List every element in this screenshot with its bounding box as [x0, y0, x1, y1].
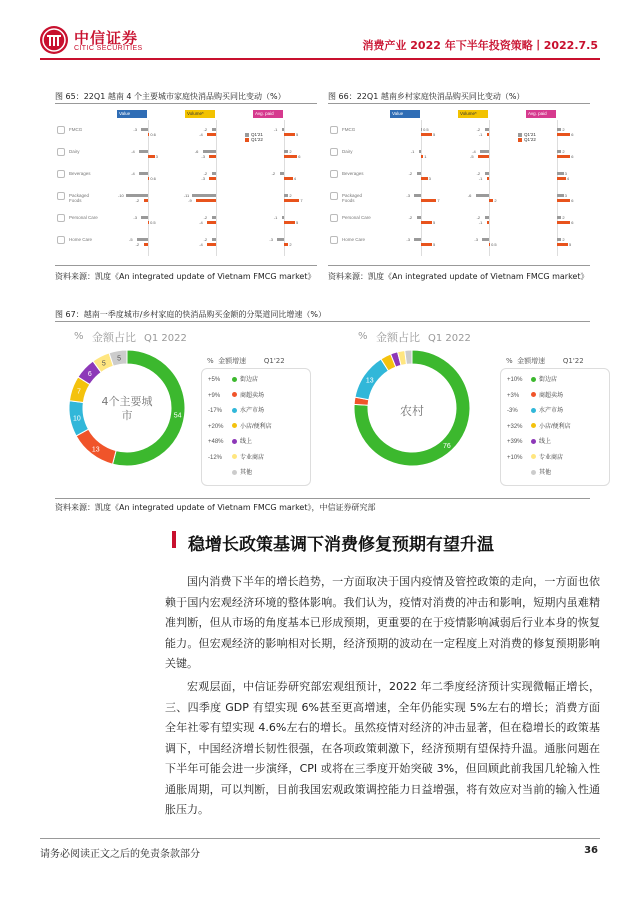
channel-growth: +48% [208, 439, 224, 445]
footer-divider [40, 838, 600, 839]
channel-name: 商超卖场 [539, 392, 564, 399]
channel-dot [531, 454, 536, 459]
donut-slice-label: 76 [443, 443, 451, 451]
fig65-bar-chart [55, 106, 317, 262]
donut-slice-label: 54 [173, 412, 182, 420]
fig66-bottom-rule [328, 265, 590, 266]
bar-mark [421, 133, 432, 136]
bar-value-label: -4 [199, 132, 203, 137]
bar-value-label: 0.6 [150, 132, 156, 137]
bar-value-label: -4 [131, 171, 135, 176]
channel-name: 线上 [539, 439, 552, 445]
brand-name-cn: 中信证券 [74, 29, 139, 47]
bar-value-label: -1 [478, 132, 483, 137]
bar-value-label: -3 [133, 127, 137, 132]
bar-mark [557, 172, 564, 175]
bar-mark [557, 238, 561, 241]
bar-value-label: -1 [273, 215, 278, 220]
page-number: 36 [584, 845, 598, 856]
channel-growth: -3% [507, 408, 518, 414]
channel-legend-row [208, 375, 258, 385]
channel-legend-row [507, 406, 563, 416]
category-label: Beverages [342, 171, 364, 176]
bar-mark [209, 177, 216, 180]
bar-value-label: 5 [296, 132, 299, 137]
channel-growth: -17% [208, 408, 223, 414]
category-icon [330, 236, 338, 244]
bar-mark [139, 150, 148, 153]
panel-column-header: Volume* [458, 110, 488, 118]
channel-name: 其他 [539, 470, 552, 476]
page-header [0, 0, 640, 64]
donut-slice-label: 13 [365, 377, 374, 385]
channel-dot [531, 377, 536, 382]
left-donut-center-label: 4个主要城市 [101, 395, 153, 422]
category-icon [330, 170, 338, 178]
bar-mark [557, 194, 564, 197]
fig65-source: 资料来源：凯度《An integrated update of Vietnam FMCG market》 [55, 272, 316, 281]
category-label: Beverages [69, 171, 91, 176]
bar-value-label: 0.6 [150, 176, 156, 181]
channel-dot [232, 377, 237, 382]
bar-value-label: 3 [428, 176, 431, 181]
fig66-caption: 图 66：22Q1 越南乡村家庭快消品购买同比变动（%） [328, 92, 525, 101]
bar-mark [414, 194, 421, 197]
bar-mark [284, 199, 299, 202]
bar-mark [280, 172, 284, 175]
right-legend-head: % 金额增速 Q1'22 [506, 357, 584, 365]
bar-mark [282, 216, 284, 219]
category-icon [57, 236, 65, 244]
legend-q22: Q1'22 [518, 137, 536, 142]
panel-column-header: Value [117, 110, 147, 118]
channel-legend-row [208, 422, 272, 432]
legend-q22: Q1'22 [245, 137, 263, 142]
bar-mark [209, 155, 216, 158]
channel-legend-row [507, 468, 551, 478]
bar-value-label: 2 [562, 149, 565, 154]
bar-value-label: 2 [289, 242, 292, 247]
bar-mark [417, 216, 421, 219]
bar-value-label: -3 [406, 193, 410, 198]
bar-value-label: 0.5 [423, 127, 429, 132]
channel-dot [531, 439, 536, 444]
bar-value-label: 2 [289, 149, 292, 154]
donut-slice-label: 5 [117, 355, 121, 363]
bar-value-label: -4 [199, 242, 203, 247]
category-icon [57, 170, 65, 178]
channel-growth: +9% [208, 392, 221, 399]
bar-mark [421, 221, 432, 224]
bar-value-label: -2 [408, 171, 413, 176]
bar-mark [557, 177, 566, 180]
donut-slice-label: 5 [101, 360, 106, 368]
category-icon [330, 126, 338, 134]
bar-value-label: 1 [424, 154, 427, 159]
right-donut-title: 金额占比 Q1 2022 [376, 331, 471, 344]
bar-value-label: -4 [472, 149, 476, 154]
bar-value-label: 2 [494, 198, 497, 203]
channel-legend-row [208, 468, 252, 478]
category-label: Home Care [342, 237, 366, 242]
bar-value-label: 0.5 [150, 220, 156, 225]
bar-mark [557, 128, 561, 131]
channel-legend-row [507, 437, 551, 447]
bar-mark [421, 155, 423, 158]
bar-mark [489, 243, 490, 246]
fig67-top-rule [55, 321, 590, 322]
bar-mark [144, 243, 148, 246]
bar-mark [148, 155, 155, 158]
channel-growth: +3% [507, 392, 520, 399]
channel-name: 专业商店 [539, 454, 564, 461]
channel-growth: +5% [208, 377, 221, 383]
panel-column-header: Avg. paid price** [253, 110, 283, 118]
category-label: Packaged Foods [342, 193, 363, 203]
bar-mark [148, 221, 149, 224]
channel-dot [531, 423, 536, 428]
bar-value-label: -2 [476, 215, 481, 220]
channel-name: 街边店 [240, 377, 259, 383]
channel-name: 小店/便利店 [539, 423, 571, 430]
brand-name-en: CITIC SECURITIES [74, 45, 143, 52]
footer-disclaimer: 请务必阅读正文之后的免责条款部分 [40, 849, 200, 860]
channel-growth: +32% [507, 423, 523, 430]
channel-dot [232, 408, 237, 413]
bar-value-label: -5 [470, 154, 474, 159]
channel-legend-row [507, 422, 571, 432]
category-label: FMCG [342, 127, 356, 132]
bar-mark [487, 221, 489, 224]
right-donut-center-label: 农村 [399, 404, 424, 418]
bar-value-label: -10 [118, 193, 124, 198]
channel-name: 专业商店 [240, 454, 265, 461]
fig67-source: 资料来源：凯度《An integrated update of Vietnam FMCG market》，中信证券研究部 [55, 503, 376, 512]
bar-value-label: 7 [300, 198, 303, 203]
bar-value-label: 2 [562, 127, 565, 132]
channel-name: 线上 [240, 439, 253, 445]
donut-slice-label: 13 [91, 446, 100, 454]
bar-mark [485, 128, 489, 131]
bar-mark [487, 133, 489, 136]
category-label: Home Care [69, 237, 93, 242]
bar-mark [144, 199, 148, 202]
channel-name: 水产市场 [240, 408, 265, 414]
bar-mark [557, 155, 570, 158]
bar-mark [284, 194, 288, 197]
bar-mark [137, 238, 148, 241]
bar-value-label: -2 [203, 171, 208, 176]
panel-zero-line [216, 120, 217, 256]
bar-value-label: 4 [293, 176, 297, 181]
bar-mark [141, 216, 148, 219]
channel-dot [232, 439, 237, 444]
bar-mark [414, 238, 421, 241]
bar-value-label: -2 [203, 237, 208, 242]
bar-value-label: -6 [194, 149, 199, 154]
bar-mark [139, 172, 148, 175]
bar-value-label: 2 [562, 215, 565, 220]
bar-value-label: -4 [199, 220, 203, 225]
channel-growth: +39% [507, 439, 523, 445]
bar-value-label: -3 [474, 237, 478, 242]
bar-value-label: -5 [129, 237, 133, 242]
bar-value-label: 5 [433, 220, 436, 225]
bar-mark [485, 172, 489, 175]
bar-mark [557, 133, 570, 136]
bar-value-label: -1 [478, 220, 483, 225]
bar-mark [277, 238, 284, 241]
panel-column-header: Avg. paid price** [526, 110, 556, 118]
paragraph-2: 宏观层面，中信证券研究部宏观组预计，2022 年二季度经济预计实现微幅正增长，三、四季度 GDP 有望实现 6%甚至更高增速，全年仍能实现 5%左右的增长；消费方面全年社零有望实现 4.6%左右的增长。虽然疫情对经济的冲击显著，但在稳增长的政策基调下，中国经济增长韧性很强，在各项政策刺激下，经济预期有望保持升温。通胀问题在下半年可能会进一步演绎，CPI 或将在三季度开始突破 3%，但回顾此前我国几轮输入性通胀周期，可以判断，目前我国宏观政策调控能力日益增强，将有效应对当前的输入性通胀压力。 [165, 680, 600, 816]
section-marker [172, 531, 176, 548]
bar-mark [192, 194, 216, 197]
bar-value-label: -4 [131, 149, 135, 154]
bar-value-label: 5 [433, 132, 436, 137]
fig66-source: 资料来源：凯度《An integrated update of Vietnam FMCG market》 [328, 272, 589, 281]
bar-value-label: 6 [571, 132, 574, 137]
channel-dot [531, 408, 536, 413]
bar-value-label: -2 [203, 215, 208, 220]
category-label: FMCG [69, 127, 83, 132]
bar-value-label: 5 [296, 220, 299, 225]
bar-value-label: -2 [271, 171, 276, 176]
channel-dot [232, 470, 237, 475]
bar-mark [482, 238, 489, 241]
bar-mark [419, 150, 421, 153]
panel-zero-line [421, 120, 422, 256]
right-pct-symbol: % [358, 331, 368, 342]
bar-value-label: -1 [410, 149, 415, 154]
fig65-top-rule [55, 103, 317, 104]
channel-dot [232, 454, 237, 459]
channel-growth: -12% [208, 454, 223, 461]
category-icon [330, 192, 338, 200]
bar-mark [480, 150, 489, 153]
bar-mark [207, 243, 216, 246]
bar-value-label: -2 [135, 242, 140, 247]
fig65-caption: 图 65：22Q1 越南 4 个主要城市家庭快消品购买同比变动（%） [55, 92, 286, 101]
donut-slice [405, 350, 412, 364]
channel-dot [232, 392, 237, 397]
bar-value-label: -1 [273, 127, 278, 132]
bar-value-label: -3 [269, 237, 273, 242]
right-channel-legend [500, 368, 610, 486]
category-label: Dairy [69, 149, 80, 154]
bar-mark [284, 177, 293, 180]
fig67-bottom-rule [55, 498, 590, 499]
bar-value-label: 7 [437, 198, 440, 203]
left-donut-title: 金额占比 Q1 2022 [92, 331, 187, 344]
channel-name: 街边店 [539, 377, 558, 383]
channel-legend-row [208, 406, 264, 416]
bar-value-label: 3 [564, 193, 567, 198]
bar-mark [557, 150, 561, 153]
fig67-caption: 图 67：越南一季度城市/乡村家庭的快消品购买金额的分渠道同比增速（%） [55, 310, 327, 319]
bar-value-label: 6 [571, 198, 574, 203]
citic-logo-icon [40, 26, 68, 54]
bar-value-label: 6 [298, 154, 301, 159]
category-icon [57, 148, 65, 156]
bar-mark [557, 243, 568, 246]
paragraph-1: 国内消费下半年的增长趋势，一方面取决于国内疫情及管控政策的走向，一方面也依赖于国内宏观经济环境的整体影响。我们认为，疫情对消费的冲击和影响，短期内虽难精准判断，但从市场的角度基本已形成预期，更重要的在于疫情影响减弱后行业本身的恢复能力。但宏观经济的影响相对长期，经济预期的波动在一定程度上对消费的修复预期影响关键。 [165, 575, 600, 670]
bar-mark [417, 172, 421, 175]
left-channel-legend [201, 368, 311, 486]
bar-mark [284, 243, 288, 246]
panel-zero-line [557, 120, 558, 256]
bar-mark [485, 216, 489, 219]
channel-name: 小店/便利店 [240, 423, 272, 430]
bar-value-label: 3 [155, 154, 158, 159]
bar-mark [212, 216, 216, 219]
category-label: Personal Care [342, 215, 371, 220]
bar-value-label: 4 [566, 176, 570, 181]
bar-value-label: -2 [203, 127, 208, 132]
bar-mark [284, 221, 295, 224]
legend-q21: Q1'21 [518, 132, 536, 137]
bar-mark [148, 133, 149, 136]
channel-dot [531, 392, 536, 397]
bar-value-label: 6 [571, 220, 574, 225]
category-label: Personal Care [69, 215, 98, 220]
channel-legend-row [208, 453, 264, 463]
panel-legend [245, 132, 263, 142]
bar-mark [282, 128, 284, 131]
bar-mark [421, 199, 436, 202]
bar-mark [557, 199, 570, 202]
bar-value-label: -3 [133, 215, 137, 220]
bar-value-label: 5 [433, 242, 436, 247]
bar-mark [207, 221, 216, 224]
category-icon [57, 192, 65, 200]
bar-mark [212, 172, 216, 175]
header-divider [40, 58, 600, 60]
bar-mark [489, 199, 493, 202]
bar-mark [421, 128, 422, 131]
bar-value-label: -2 [476, 127, 481, 132]
bar-mark [196, 199, 216, 202]
category-icon [57, 214, 65, 222]
channel-legend-row [507, 453, 563, 463]
bar-mark [203, 150, 216, 153]
bar-mark [421, 177, 428, 180]
bar-value-label: -11 [183, 193, 190, 198]
panel-column-header: Value [390, 110, 420, 118]
bar-value-label: -3 [201, 154, 205, 159]
donut-slice-label: 7 [77, 388, 81, 396]
category-icon [57, 126, 65, 134]
bar-value-label: 2 [289, 193, 292, 198]
bar-value-label: -6 [467, 193, 472, 198]
bar-mark [284, 150, 288, 153]
channel-dot [531, 470, 536, 475]
channel-name: 水产市场 [539, 408, 564, 414]
panel-zero-line [148, 120, 149, 256]
donut-slice-label: 6 [87, 371, 92, 379]
bar-mark [126, 194, 148, 197]
donut-slice-label: 10 [73, 415, 81, 423]
channel-legend-row [507, 391, 563, 401]
bar-mark [148, 177, 149, 180]
category-label: Dairy [342, 149, 353, 154]
channel-dot [232, 423, 237, 428]
channel-name: 其他 [240, 470, 253, 476]
legend-q21: Q1'21 [245, 132, 263, 137]
fig66-top-rule [328, 103, 590, 104]
panel-zero-line [489, 120, 490, 256]
bar-value-label: 3 [564, 171, 567, 176]
category-icon [330, 148, 338, 156]
category-label: Packaged Foods [69, 193, 90, 203]
bar-value-label: -9 [188, 198, 192, 203]
channel-growth: +20% [208, 423, 224, 430]
channel-legend-row [507, 375, 557, 385]
left-pct-symbol: % [74, 331, 84, 342]
left-legend-head: % 金额增速 Q1'22 [207, 357, 285, 365]
channel-legend-row [208, 437, 252, 447]
channel-name: 商超卖场 [240, 392, 265, 399]
bar-value-label: -3 [201, 176, 205, 181]
bar-mark [557, 216, 561, 219]
bar-value-label: -1 [478, 176, 483, 181]
bar-mark [478, 155, 489, 158]
bar-mark [476, 194, 489, 197]
bar-mark [212, 238, 216, 241]
bar-value-label: 5 [569, 242, 572, 247]
bar-value-label: -2 [476, 171, 481, 176]
report-title: 消费产业 2022 年下半年投资策略丨2022.7.5 [362, 39, 598, 52]
bar-mark [141, 128, 148, 131]
bar-mark [207, 133, 216, 136]
bar-mark [284, 155, 297, 158]
fig66-bar-chart [328, 106, 590, 262]
channel-legend-row [208, 391, 264, 401]
bar-mark [212, 128, 216, 131]
bar-value-label: 6 [571, 154, 574, 159]
bar-mark [487, 177, 489, 180]
bar-value-label: -3 [406, 237, 410, 242]
bar-value-label: -2 [408, 215, 413, 220]
bar-mark [284, 133, 295, 136]
channel-growth: +10% [507, 377, 523, 383]
bar-value-label: -2 [135, 198, 140, 203]
panel-legend [518, 132, 536, 142]
fig65-bottom-rule [55, 265, 317, 266]
bar-mark [557, 221, 570, 224]
channel-growth: +10% [507, 454, 523, 461]
panel-column-header: Volume* [185, 110, 215, 118]
category-icon [330, 214, 338, 222]
section-title: 稳增长政策基调下消费修复预期有望升温 [188, 535, 494, 555]
panel-zero-line [284, 120, 285, 256]
bar-value-label: 2 [562, 237, 565, 242]
bar-mark [421, 243, 432, 246]
bar-value-label: 0.5 [491, 242, 497, 247]
